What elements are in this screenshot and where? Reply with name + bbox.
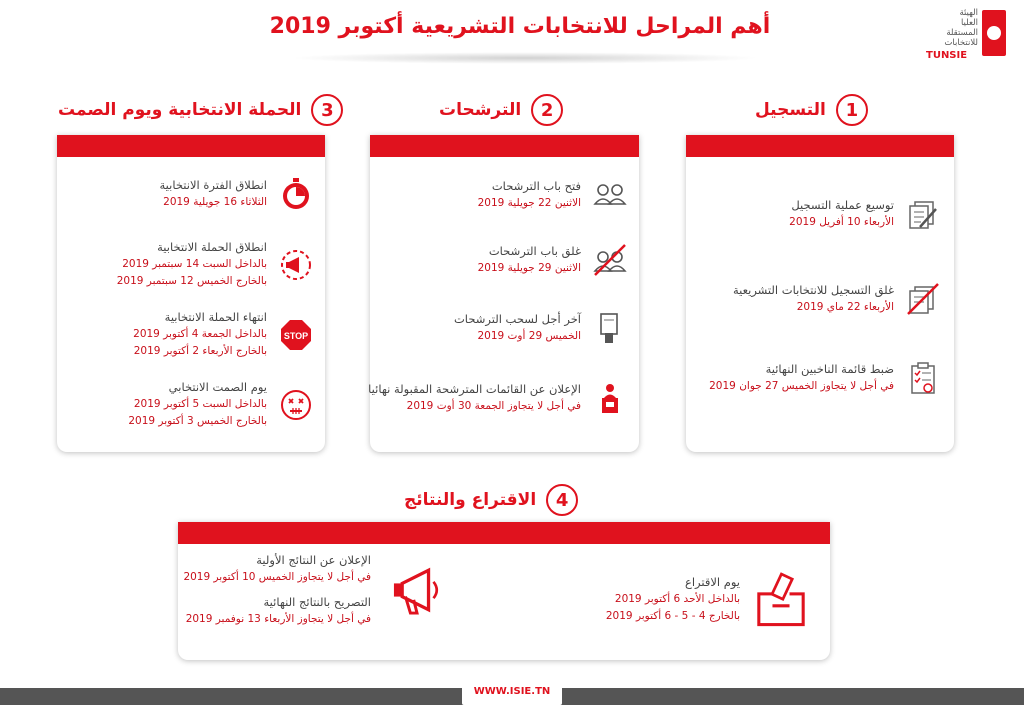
section-title: الحملة الانتخابية ويوم الصمت: [58, 100, 302, 120]
svg-text:STOP: STOP: [283, 330, 309, 341]
title-shadow: [290, 52, 760, 64]
section-3-card: [57, 135, 325, 452]
section-3-heading: [58, 94, 343, 126]
podium-speaker-icon: [593, 381, 627, 415]
stop-sign-icon: [279, 318, 313, 352]
list-item: الإعلان عن القائمات المترشحة المقبولة نهائيا في أجل لا يتجاوز الجمعة 30 أوت 2019: [368, 381, 627, 415]
section-1-heading: [755, 94, 868, 126]
candidates-crossed-icon: [593, 243, 627, 277]
section-1-card: [686, 135, 954, 452]
section-number: 1: [836, 94, 868, 126]
section-title: التسجيل: [755, 100, 826, 120]
megaphone-icon: [389, 562, 445, 618]
section-2-heading: [439, 94, 563, 126]
stopwatch-icon: [279, 177, 313, 211]
list-item: غلق باب الترشحات الاثنين 29 جويلية 2019: [478, 243, 627, 277]
list-item: انتهاء الحملة الانتخابية بالداخل الجمعة 4 أكتوبر 2019 بالخارج الأربعاء 2 أكتوبر 2019 STOP: [133, 309, 313, 360]
candidates-icon: [593, 178, 627, 212]
logo-arabic-text: الهيئة العليا المستقلة للانتخابات: [944, 8, 978, 48]
section-number: 4: [546, 484, 578, 516]
forms-crossed-icon: [906, 282, 940, 316]
list-item: يوم الاقتراع بالداخل الأحد 6 أكتوبر 2019 بالخارج 4 - 5 - 6 أكتوبر 2019: [606, 570, 810, 628]
list-item: ضبط قائمة الناخبين النهائية في أجل لا يتجاوز الخميس 27 جوان 2019: [709, 361, 940, 395]
silent-face-icon: [279, 388, 313, 422]
section-title: الاقتراع والنتائج: [404, 490, 537, 510]
website-link[interactable]: WWW.ISIE.TN: [462, 684, 562, 705]
section-number: 3: [311, 94, 343, 126]
list-item: توسيع عملية التسجيل الأربعاء 10 أفريل 2019: [789, 197, 940, 231]
section-number: 2: [531, 94, 563, 126]
card-header-bar: [178, 522, 830, 544]
checklist-icon: [906, 361, 940, 395]
list-item: آخر أجل لسحب الترشحات الخميس 29 أوت 2019: [454, 311, 627, 345]
forms-pencil-icon: [906, 197, 940, 231]
section-2-card: [370, 135, 639, 452]
section-title: الترشحات: [439, 100, 522, 120]
list-item: فتح باب الترشحات الاثنين 22 جويلية 2019: [478, 178, 627, 212]
card-header-bar: [57, 135, 325, 157]
tunisia-flag-icon: [982, 10, 1006, 56]
list-item: يوم الصمت الانتخابي بالداخل السبت 5 أكتوبر 2019 بالخارج الخميس 3 أكتوبر 2019: [128, 379, 313, 430]
section-4-heading: [404, 484, 578, 516]
page-title: أهم المراحل للانتخابات التشريعية أكتوبر 2019: [269, 14, 771, 39]
card-header-bar: [686, 135, 954, 157]
paper-hand-icon: [593, 311, 627, 345]
results-group: الإعلان عن النتائج الأولية في أجل لا يتجاوز الخميس 10 أكتوبر 2019 التصريح بالنتائج النهائية في أجل لا يتجاوز الأربعاء 13 نوفمبر 2019: [183, 552, 445, 628]
isie-logo: [918, 6, 1018, 66]
ballot-box-icon: [752, 570, 810, 628]
card-header-bar: [370, 135, 639, 157]
section-4-card: [178, 522, 830, 660]
logo-latin-text: TUNSIE: [926, 50, 968, 61]
list-item: غلق التسجيل للانتخابات التشريعية الأربعاء 22 ماي 2019: [733, 282, 940, 316]
megaphone-circle-icon: [279, 248, 313, 282]
list-item: انطلاق الفترة الانتخابية الثلاثاء 16 جويلية 2019: [160, 177, 313, 211]
list-item: انطلاق الحملة الانتخابية بالداخل السبت 14 سبتمبر 2019 بالخارج الخميس 12 سبتمبر 2019: [117, 239, 313, 290]
